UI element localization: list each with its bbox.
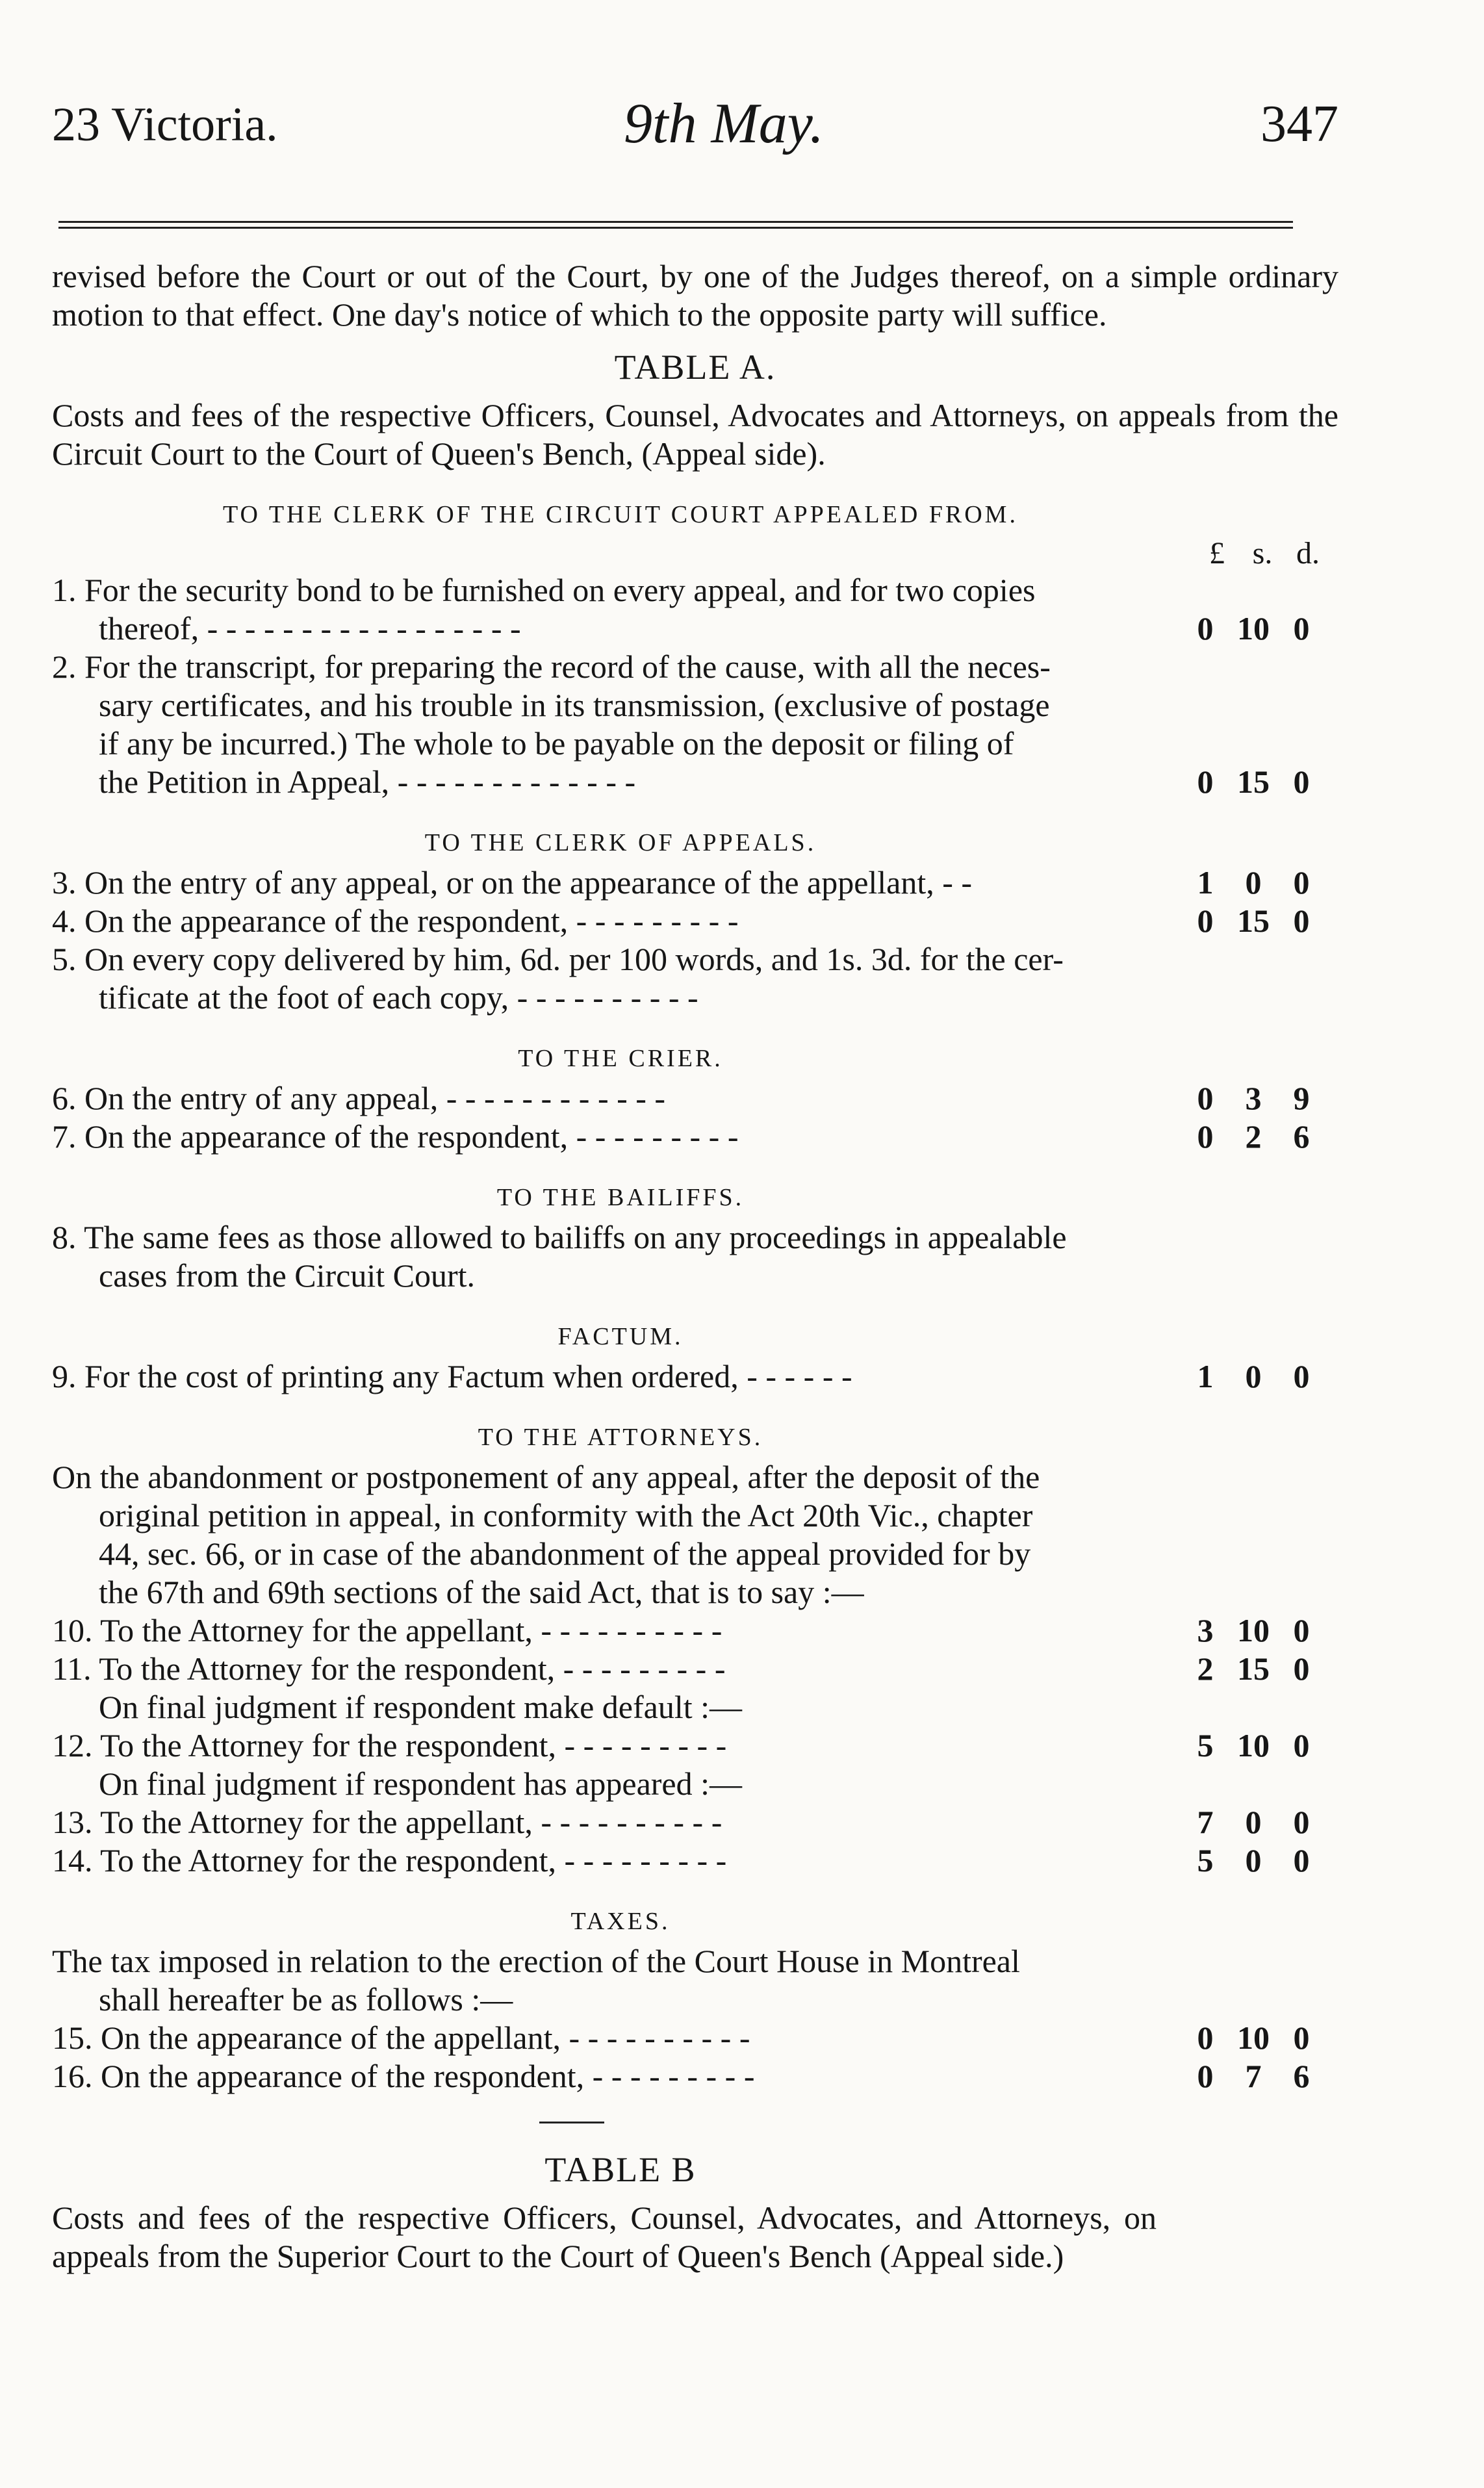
amount-pence: 0 xyxy=(1293,1650,1310,1687)
amount-shillings: 10 xyxy=(1237,610,1270,647)
item-text: 4. On the appearance of the respondent, - - - - - - - - - xyxy=(52,903,739,939)
item-text: the 67th and 69th sections of the said Act, that is to say :— xyxy=(99,1574,864,1610)
item-amount xyxy=(1157,1650,1325,1688)
amount-pounds: 0 xyxy=(1197,903,1214,939)
currency-header xyxy=(52,535,1331,571)
fee-item xyxy=(52,1611,1338,1650)
item-text: The tax imposed in relation to the erection of the Court House in Montreal xyxy=(52,1943,1020,1979)
section-crier: TO THE CRIER. xyxy=(518,1045,723,1072)
item-text: 14. To the Attorney for the respondent, - - - - - - - - - xyxy=(52,1842,727,1879)
item-text: 9. For the cost of printing any Factum when ordered, - - - - - - xyxy=(52,1358,852,1394)
amount-shillings: 15 xyxy=(1237,903,1270,939)
table-b-description: Costs and fees of the respective Officers, Counsel, Advocates, and Attorneys, on appeals from the Superior Court to the Court of Queen's Bench (Appeal side.) xyxy=(52,2199,1157,2274)
item-amount xyxy=(1157,1079,1325,1118)
amount-pounds: 1 xyxy=(1197,864,1214,901)
item-amount xyxy=(1157,864,1325,902)
item-text: 15. On the appearance of the appellant, - - - - - - - - - - xyxy=(52,2020,750,2056)
item-amount xyxy=(1157,1803,1325,1841)
item-text: 16. On the appearance of the respondent, - - - - - - - - - xyxy=(52,2058,755,2094)
running-header xyxy=(52,91,1338,162)
page xyxy=(52,91,1338,2276)
item-text: original petition in appeal, in conformity with the Act 20th Vic., chapter xyxy=(99,1497,1033,1533)
fee-item xyxy=(52,2019,1338,2057)
amount-pence: 6 xyxy=(1293,1118,1310,1155)
section-bailiffs: TO THE BAILIFFS. xyxy=(496,1184,745,1211)
item-text: 5. On every copy delivered by him, 6d. per 100 words, and 1s. 3d. for the cer- xyxy=(52,941,1064,977)
amount-pence: 6 xyxy=(1293,2058,1310,2094)
item-text: sary certificates, and his trouble in its transmission, (exclusive of postage xyxy=(99,687,1050,723)
amount-shillings: 3 xyxy=(1245,1080,1262,1116)
item-text: 3. On the entry of any appeal, or on the appearance of the appellant, - - xyxy=(52,864,973,901)
pence-heading: d. xyxy=(1296,536,1320,571)
section-attorneys: TO THE ATTORNEYS. xyxy=(478,1424,763,1451)
amount-pounds: 5 xyxy=(1197,1842,1214,1879)
item-text: if any be incurred.) The whole to be payable on the deposit or filing of xyxy=(99,725,1014,762)
item-amount xyxy=(1157,2019,1325,2057)
intro-paragraph: revised before the Court or out of the Court, by one of the Judges thereof, on a simple ordinary motion to that effect. One day's notice of which to the opposite party will suffice. xyxy=(52,258,1338,333)
amount-pence: 0 xyxy=(1293,903,1310,939)
header-rule xyxy=(58,221,1293,229)
item-text: shall hereafter be as follows :— xyxy=(99,1981,513,2018)
amount-shillings: 0 xyxy=(1245,1358,1262,1394)
amount-pence: 0 xyxy=(1293,1804,1310,1840)
item-text: 13. To the Attorney for the appellant, - - - - - - - - - - xyxy=(52,1804,723,1840)
amount-shillings: 0 xyxy=(1245,1804,1262,1840)
fee-item xyxy=(52,902,1338,940)
amount-pounds: 0 xyxy=(1197,2020,1214,2056)
amount-pence: 0 xyxy=(1293,1842,1310,1879)
amount-shillings: 2 xyxy=(1245,1118,1262,1155)
item-text: 8. The same fees as those allowed to bailiffs on any proceedings in appealable xyxy=(52,1219,1067,1255)
fee-item xyxy=(52,864,1338,902)
item-text: 7. On the appearance of the respondent, - - - - - - - - - xyxy=(52,1118,739,1155)
fee-item xyxy=(52,1357,1338,1396)
amount-pounds: 0 xyxy=(1197,1080,1214,1116)
amount-shillings: 0 xyxy=(1245,864,1262,901)
amount-shillings: 15 xyxy=(1237,1650,1270,1687)
amount-pounds: 0 xyxy=(1197,2058,1214,2094)
taxes-preamble xyxy=(52,1942,1338,2019)
amount-pence: 0 xyxy=(1293,610,1310,647)
page-number: 347 xyxy=(1260,96,1338,153)
fee-item xyxy=(52,1803,1338,1841)
item-text: On the abandonment or postponement of any appeal, after the deposit of the xyxy=(52,1459,1040,1495)
amount-shillings: 10 xyxy=(1237,2020,1270,2056)
amount-pounds: 3 xyxy=(1197,1612,1214,1648)
item-text: 1. For the security bond to be furnished on every appeal, and for two copies xyxy=(52,572,1036,608)
section-clerk-appeals: TO THE CLERK OF APPEALS. xyxy=(424,829,817,856)
amount-pounds: 2 xyxy=(1197,1650,1214,1687)
fee-item xyxy=(52,1218,1338,1295)
item-amount xyxy=(1157,763,1325,801)
amount-pounds: 5 xyxy=(1197,1727,1214,1763)
session-date: 9th May. xyxy=(624,92,824,155)
amount-pence: 0 xyxy=(1293,1358,1310,1394)
fee-item xyxy=(52,648,1338,801)
section-taxes: TAXES. xyxy=(570,1908,671,1935)
section-clerk-circuit: TO THE CLERK OF THE CIRCUIT COURT APPEALED FROM. xyxy=(223,501,1018,528)
item-text: 2. For the transcript, for preparing the record of the cause, with all the neces- xyxy=(52,648,1051,685)
amount-pence: 0 xyxy=(1293,1612,1310,1648)
amount-pounds: 0 xyxy=(1197,1118,1214,1155)
amount-pounds: 1 xyxy=(1197,1358,1214,1394)
shillings-heading: s. xyxy=(1252,536,1273,571)
fee-item xyxy=(52,2057,1338,2096)
item-amount xyxy=(1157,1726,1325,1765)
fee-item xyxy=(52,1079,1338,1118)
fee-item xyxy=(52,1650,1338,1688)
fee-item xyxy=(52,1118,1338,1156)
item-text: 6. On the entry of any appeal, - - - - - - - - - - - - xyxy=(52,1080,666,1116)
amount-pounds: 0 xyxy=(1197,763,1214,800)
default-note: On final judgment if respondent make default :— xyxy=(99,1689,743,1725)
regnal-year: 23 Victoria. xyxy=(52,98,278,151)
attorneys-preamble xyxy=(52,1458,1338,1611)
item-amount xyxy=(1157,1118,1325,1156)
item-amount xyxy=(1157,1357,1325,1396)
amount-shillings: 15 xyxy=(1237,763,1270,800)
item-text: tificate at the foot of each copy, - - - - - - - - - - xyxy=(99,979,698,1016)
item-amount xyxy=(1157,902,1325,940)
item-text: 11. To the Attorney for the respondent, - - - - - - - - - xyxy=(52,1650,726,1687)
amount-shillings: 7 xyxy=(1245,2058,1262,2094)
amount-pence: 0 xyxy=(1293,763,1310,800)
amount-pence: 0 xyxy=(1293,2020,1310,2056)
item-text: thereof, - - - - - - - - - - - - - - - - - xyxy=(99,610,521,647)
fee-item xyxy=(52,571,1338,648)
table-a-title: TABLE A. xyxy=(614,348,776,387)
item-text: 12. To the Attorney for the respondent, - - - - - - - - - xyxy=(52,1727,727,1763)
fee-item xyxy=(52,1726,1338,1765)
section-factum: FACTUM. xyxy=(557,1323,684,1350)
amount-pence: 0 xyxy=(1293,864,1310,901)
item-amount xyxy=(1157,1841,1325,1880)
pounds-heading: £ xyxy=(1209,536,1225,571)
section-divider xyxy=(539,2122,604,2123)
amount-pence: 9 xyxy=(1293,1080,1310,1116)
amount-shillings: 10 xyxy=(1237,1612,1270,1648)
fee-item xyxy=(52,940,1338,1017)
item-text: the Petition in Appeal, - - - - - - - - - - - - - xyxy=(99,763,636,800)
table-b-title: TABLE B xyxy=(544,2150,697,2189)
table-a-description: Costs and fees of the respective Officers, Counsel, Advocates and Attorneys, on appeals from the Circuit Court to the Court of Queen's Bench, (Appeal side). xyxy=(52,397,1338,472)
item-text: 10. To the Attorney for the appellant, - - - - - - - - - - xyxy=(52,1612,723,1648)
item-amount xyxy=(1157,609,1325,648)
item-amount xyxy=(1157,2057,1325,2096)
amount-pounds: 0 xyxy=(1197,610,1214,647)
item-amount xyxy=(1157,1611,1325,1650)
item-text: 44, sec. 66, or in case of the abandonment of the appeal provided for by xyxy=(99,1535,1031,1572)
appeared-note: On final judgment if respondent has appeared :— xyxy=(99,1765,742,1802)
amount-pence: 0 xyxy=(1293,1727,1310,1763)
amount-shillings: 10 xyxy=(1237,1727,1270,1763)
amount-pounds: 7 xyxy=(1197,1804,1214,1840)
item-text: cases from the Circuit Court. xyxy=(99,1257,476,1294)
amount-shillings: 0 xyxy=(1245,1842,1262,1879)
fee-item xyxy=(52,1841,1338,1880)
